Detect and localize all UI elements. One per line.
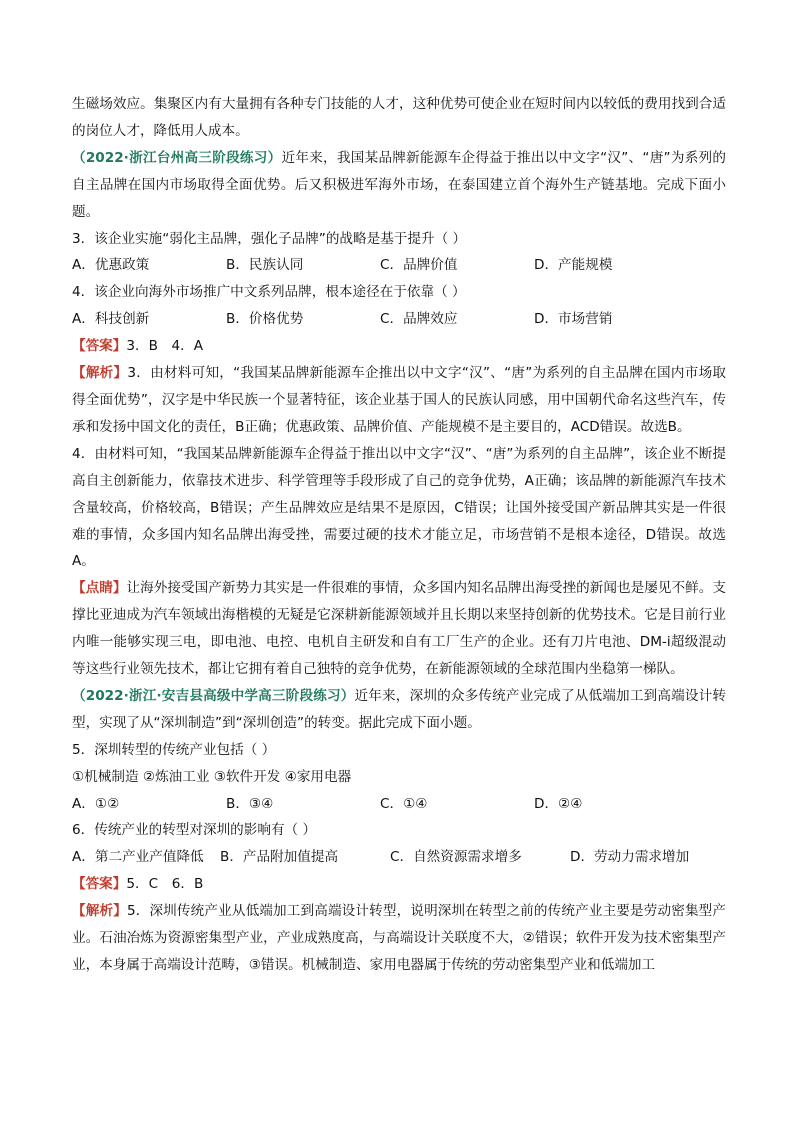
option-d: D．②④	[534, 795, 583, 812]
analysis-tag: 【解析】	[72, 903, 127, 920]
analysis-3-text: 3．由材料可知，“我国某品牌新能源车企推出以中文字“汉”、“唐”为系列的自主品牌在国内市场取得全面优势”，汉字是中华民族一个显著特征，该企业基于国人的民族认同感，用中国朝代命名这些汽车，传承和发扬中国文化的责任，B正确；优惠政策、品牌价值、产能规模不是主要目的，ACD错误。故选B。	[72, 365, 727, 435]
question-6: 6．传统产业的转型对深圳的影响有（ ）	[72, 822, 317, 839]
option-b: B．③④	[226, 795, 274, 812]
option-c: C．品牌价值	[380, 257, 458, 274]
option-c: C．①④	[380, 795, 428, 812]
option-b: B．价格优势	[226, 311, 304, 328]
comment-text: 让海外接受国产新势力其实是一件很难的事情，众多国内知名品牌出海受挫的新闻也是屡见不鲜。支撑比亚迪成为汽车领域出海楷模的无疑是它深耕新能源领域并且长期以来坚持创新的优势技术。它是目前行业内唯一能够实现三电，即电池、电控、电机自主研发和自有工厂生产的企业。还有刀片电池、DM-i超级混动等这些行业领先技术，都让它拥有着自己独特的竞争优势，在新能源领域的全球范围内坐稳第一梯队。	[72, 580, 727, 678]
analysis-4: 4．由材料可知，“我国某品牌新能源车企得益于推出以中文字“汉”、“唐”为系列的自主品牌”，该企业不断提高自主创新能力，依靠技术进步、科学管理等手段形成了自己的竞争优势，A正确；该品牌的新能源汽车技术含量较高，价格较高，B错误；产生品牌效应是结果不是原因，C错误；让国外接受国产新品牌其实是一件很难的事情，众多国内知名品牌出海受挫，需要过硬的技术才能立足，市场营销不是根本途径，D错误。故选A。	[72, 445, 726, 570]
question-3-options	[72, 252, 726, 279]
analysis-5	[72, 898, 726, 979]
question-stem: 近年来，深圳的众多传统产业完成了从低端加工到高端设计转型，实现了从“深圳制造”到“深圳创造”的转变。据此完成下面小题。	[72, 687, 726, 731]
analysis-tag: 【解析】	[72, 365, 128, 382]
question-group-1-intro	[72, 145, 726, 226]
option-b: B．民族认同	[226, 257, 304, 274]
option-a: A．①②	[72, 795, 120, 812]
intro-paragraph-tail: 生磁场效应。集聚区内有大量拥有各种专门技能的人才，这种优势可使企业在短时间内以较低的费用找到合适的岗位人才，降低用人成本。	[72, 96, 726, 139]
question-3: 3．该企业实施“弱化主品牌，强化子品牌”的战略是基于提升（ ）	[72, 230, 467, 247]
option-d: D．市场营销	[534, 311, 613, 328]
question-5: 5．深圳转型的传统产业包括（ ）	[72, 741, 276, 758]
option-d: D．劳动力需求增加	[570, 849, 690, 866]
question-6-options	[72, 844, 726, 871]
answer-line	[72, 871, 726, 898]
question-4: 4．该企业向海外市场推广中文系列品牌，根本途径在于依靠（ ）	[72, 284, 466, 301]
question-stem: 近年来，我国某品牌新能源车企得益于推出以中文字“汉”、“唐”为系列的自主品牌在国内市场取得全面优势。后又积极进军海外市场，在泰国建立首个海外生产链基地。完成下面小题。	[72, 149, 726, 220]
option-a: A．科技创新	[72, 311, 150, 328]
analysis-3	[72, 360, 726, 441]
answer-line	[72, 333, 726, 360]
comment-tag: 【点睛】	[72, 580, 127, 597]
option-b: B．产品附加值提高	[220, 849, 339, 866]
analysis-5-text: 5．深圳传统产业从低端加工到高端设计转型，说明深圳在转型之前的传统产业主要是劳动密集型产业。石油冶炼为资源密集型产业，产业成熟度高，与高端设计关联度不大，②错误；软件开发为技术密集型产业，本身属于高端设计范畴，③错误。机械制造、家用电器属于传统的劳动密集型产业和低端加工	[72, 903, 727, 973]
answer-tag: 【答案】	[72, 876, 127, 893]
question-group-2-intro	[72, 683, 726, 737]
page-content	[72, 91, 726, 979]
question-4-options	[72, 306, 726, 333]
source-citation: （2022·浙江台州高三阶段练习）	[72, 149, 282, 166]
answer-tag: 【答案】	[72, 338, 127, 355]
option-c: C．自然资源需求增多	[390, 849, 522, 866]
source-citation: （2022·浙江·安吉县高级中学高三阶段练习）	[72, 687, 355, 704]
option-a: A．优惠政策	[72, 257, 150, 274]
option-d: D．产能规模	[534, 257, 613, 274]
answer-text: 5．C 6．B	[126, 876, 204, 893]
answer-text: 3．B 4．A	[126, 338, 204, 355]
option-a: A．第二产业产值降低	[72, 849, 204, 866]
comment-paragraph	[72, 575, 726, 683]
option-c: C．品牌效应	[380, 311, 458, 328]
question-5-options	[72, 791, 726, 818]
question-5-items: ①机械制造 ②炼油工业 ③软件开发 ④家用电器	[72, 768, 352, 785]
